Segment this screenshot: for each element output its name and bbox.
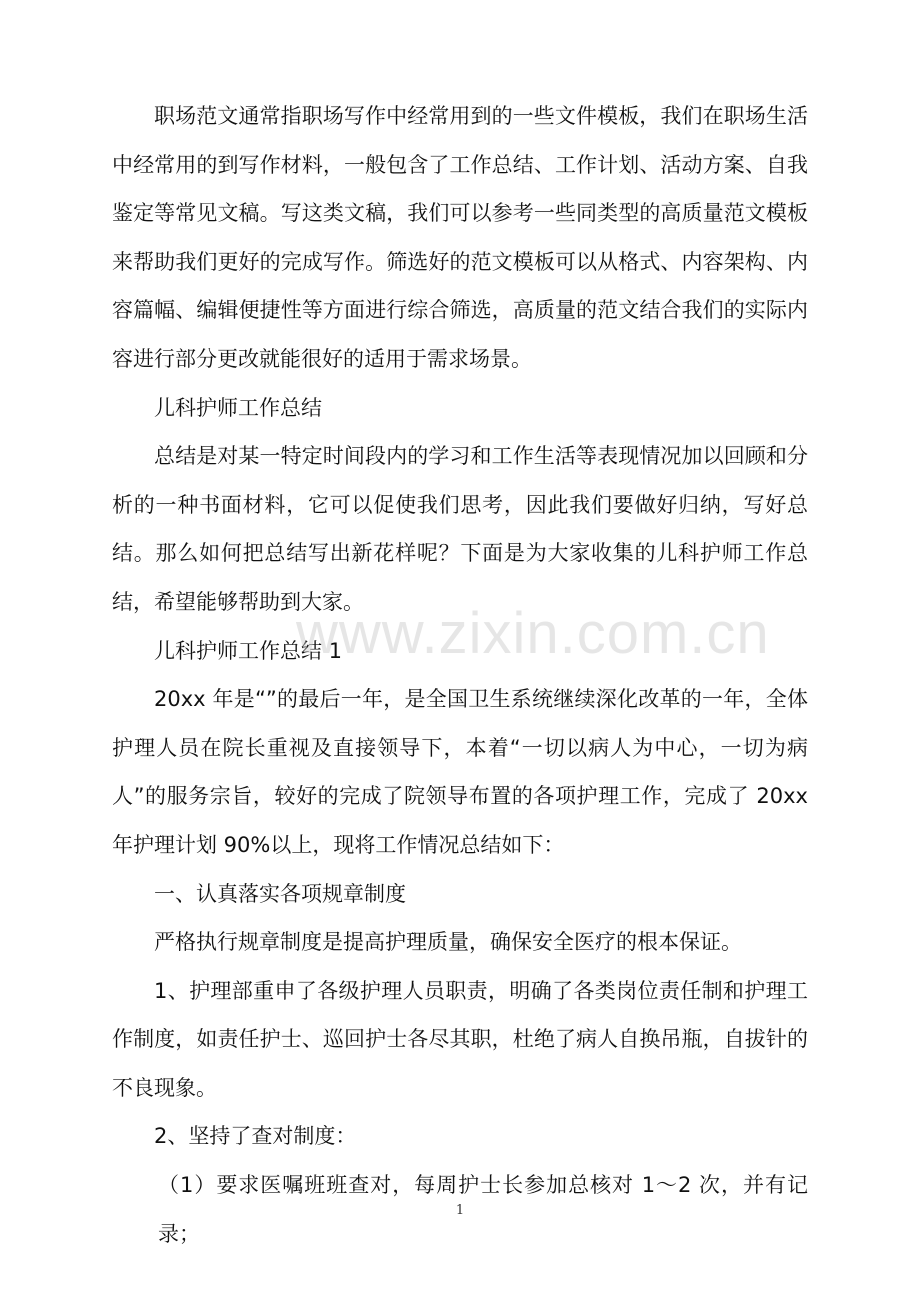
document-body xyxy=(112,92,808,1258)
watermark-text: www.zixin.com.cn xyxy=(296,601,770,666)
intro-paragraph: 职场范文通常指职场写作中经常用到的一些文件模板，我们在职场生活中经常用的到写作材料，一般包含了工作总结、工作计划、活动方案、自我鉴定等常见文稿。写这类文稿，我们可以参考一些同类型的高质量范文模板来帮助我们更好的完成写作。筛选好的范文模板可以从格式、内容架构、内容篇幅、编辑便捷性等方面进行综合筛选，高质量的范文结合我们的实际内容进行部分更改就能很好的适用于需求场景。 xyxy=(112,104,808,371)
rules-paragraph: 严格执行规章制度是提高护理质量，确保安全医疗的根本保证。 xyxy=(154,930,742,955)
section-title-1: 儿科护师工作总结 1 xyxy=(154,638,343,663)
heading-rules: 一、认真落实各项规章制度 xyxy=(154,881,406,906)
summary-intro-paragraph: 总结是对某一特定时间段内的学习和工作生活等表现情况加以回顾和分析的一种书面材料，它可以促使我们思考，因此我们要做好归纳，写好总结。那么如何把总结写出新花样呢？下面是为大家收集的儿科护师工作总结，希望能够帮助到大家。 xyxy=(112,444,808,614)
item-2-paragraph: 2、坚持了查对制度： xyxy=(154,1124,357,1149)
page-number: 1 xyxy=(455,1203,465,1218)
overview-paragraph: 20xx 年是“”的最后一年，是全国卫生系统继续深化改革的一年，全体护理人员在院长重视及直接领导下，本着“一切以病人为中心，一切为病人”的服务宗旨，较好的完成了院领导布置的各项护理工作，完成了 20xx 年护理计划 90%以上，现将工作情况总结如下： xyxy=(112,687,808,857)
document-title: 儿科护师工作总结 xyxy=(154,395,322,420)
subitem-1-paragraph: （1）要求医嘱班班查对，每周护士长参加总核对 1～2 次，并有记录； xyxy=(158,1173,808,1246)
item-1-paragraph: 1、护理部重申了各级护理人员职责，明确了各类岗位责任制和护理工作制度，如责任护士、巡回护士各尽其职，杜绝了病人自换吊瓶，自拔针的不良现象。 xyxy=(112,978,808,1100)
